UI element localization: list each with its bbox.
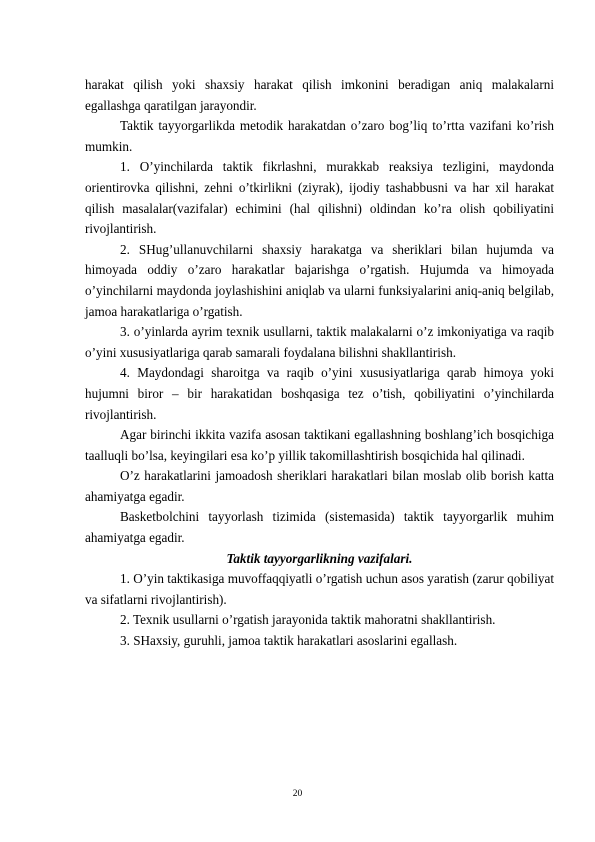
paragraph-importance: Basketbolchini tayyorlash tizimida (sistemasida) taktik tayyorgarlik muhim ahamiyatga egadir. [85,509,554,546]
paragraph-teamwork: O’z harakatlarini jamoadosh sheriklari harakatlari bilan moslab olib borish katta ahamiyatga egadir. [85,468,554,504]
list-item-2: 2. Texnik usullarni o’rgatish jarayonida taktik mahoratni shakllantirish. [120,612,496,628]
paragraph-stages: Agar birinchi ikkita vazifa asosan taktikani egallashning boshlang’ich bosqichiga taalluqli bo’lsa, keyingilari esa ko’p yillik takomillashtirish bosqichida hal qilinadi. [85,427,554,463]
list-item-3: 3. SHaxsiy, guruhli, jamoa taktik harakatlari asoslarini egallash. [120,633,458,649]
document-body [85,75,554,652]
page-number: 20 [292,789,303,799]
section-heading: Taktik tayyorgarlikning vazifalari. [226,550,413,566]
paragraph-continuation: harakat qilish yoki shaxsiy harakat qilish imkonini beradigan aniq malakalarni egallashga qaratilgan jarayondir. [85,77,554,113]
list-item-1: 1. O’yin taktikasiga muvoffaqqiyatli o’rgatish uchun asos yaratish (zarur qobiliyat va sifatlarni rivojlantirish). [85,571,554,607]
paragraph-task-3: 3. o’yinlarda ayrim texnik usullarni, taktik malakalarni o’z imkoniyatiga va raqib o’yini xususiyatlariga qarab samarali foydalana bilishni shakllantirish. [85,324,554,360]
paragraph-task-1: 1. O’yinchilarda taktik fikrlashni, murakkab reaksiya tezligini, maydonda orientirovka qilishni, zehni o’tkirlikni (ziyrak), ijodiy tashabbusni va har xil harakat qilish masalalar(vazifalar) echimini (hal qilishni) oldindan ko’ra olish qobiliyatini rivojlantirish. [85,159,554,237]
paragraph-intro-tasks: Taktik tayyorgarlikda metodik harakatdan o’zaro bog’liq to’rtta vazifani ko’rish mumkin. [85,118,554,154]
paragraph-task-2: 2. SHug’ullanuvchilarni shaxsiy harakatga va sheriklari bilan hujumda va himoyada oddiy o’zaro harakatlar bajarishga o’rgatish. Hujumda va himoyada o’yinchilarni maydonda joylashishini aniqlab va ularni funksiyalarini aniq-aniq belgilab, jamoa harakatlariga o’rgatish. [85,241,554,319]
paragraph-task-4: 4. Maydondagi sharoitga va raqib o’yini xususiyatlariga qarab himoya yoki hujumni biror – bir harakatidan boshqasiga tez o’tish, qobiliyatini o’yinchilarda rivojlantirish. [85,365,554,422]
